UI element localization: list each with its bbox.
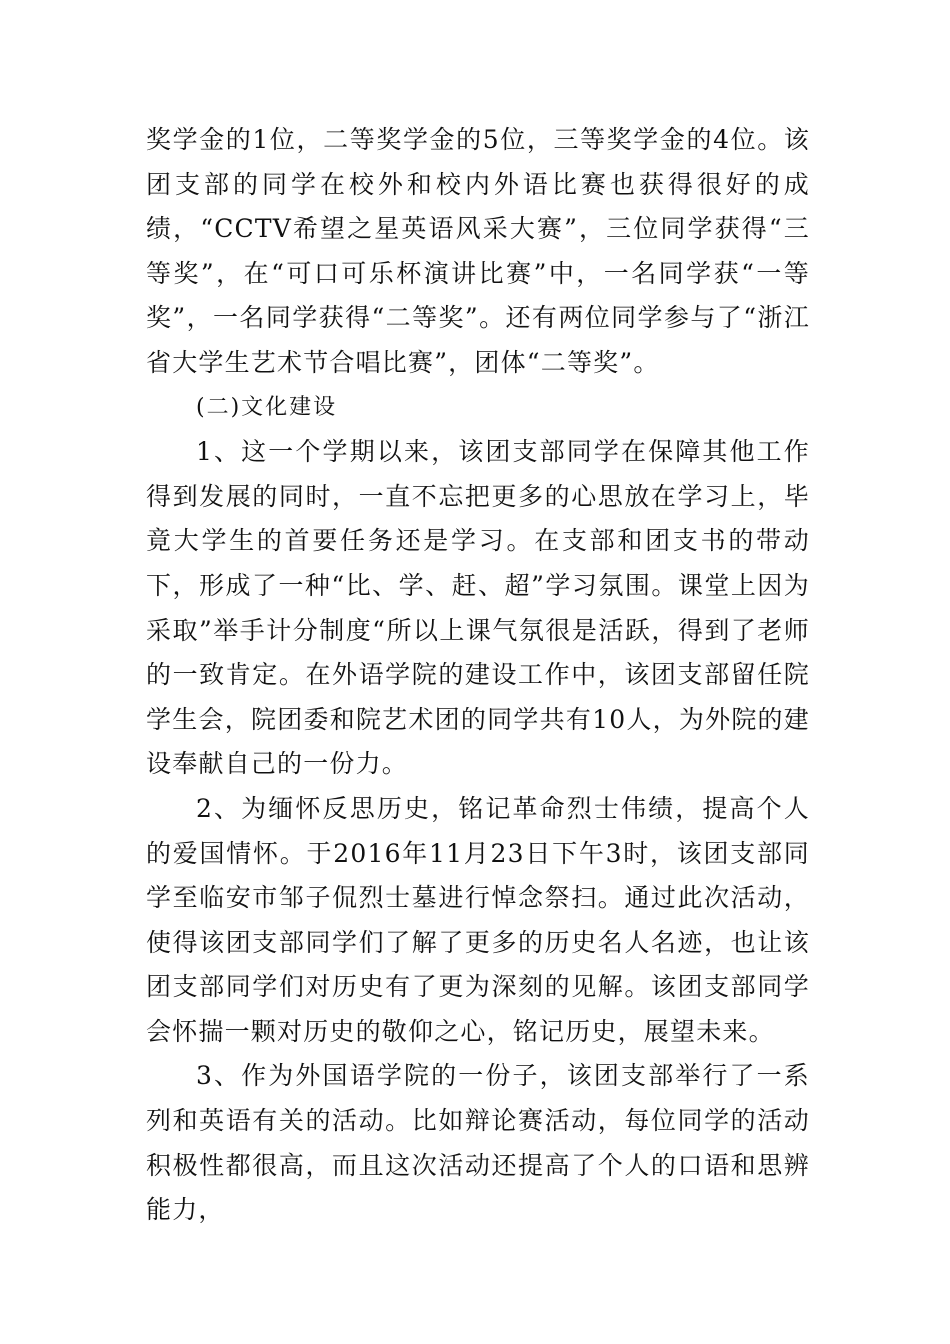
section-heading-culture: (二)文化建设 — [196, 394, 338, 420]
paragraph-scholarship-awards: 奖学金的1位，二等奖学金的5位，三等奖学金的4位。该团支部的同学在校外和校内外语比赛也获得很好的成绩，“CCTV希望之星英语风采大赛”，三位同学获得“三等奖”，在“可口可乐杯演讲比赛”中，一名同学获“一等奖”，一名同学获得“二等奖”。还有两位同学参与了“浙江省大学生艺术节合唱比赛”，团体“二等奖”。 — [146, 125, 810, 377]
document-body — [146, 118, 810, 1233]
paragraph-memorial-activity: 2、为缅怀反思历史，铭记革命烈士伟绩，提高个人的爱国情怀。于2016年11月23日下午3时，该团支部同学至临安市邹子侃烈士墓进行悼念祭扫。通过此次活动，使得该团支部同学们了解了更多的历史名人名迹，也让该团支部同学们对历史有了更为深刻的见解。该团支部同学会怀揣一颗对历史的敬仰之心，铭记历史，展望未来。 — [146, 793, 810, 1046]
paragraph-english-activities: 3、作为外国语学院的一份子，该团支部举行了一系列和英语有关的活动。比如辩论赛活动，每位同学的活动积极性都很高，而且这次活动还提高了个人的口语和思辨能力， — [146, 1061, 810, 1225]
paragraph-study-atmosphere: 1、这一个学期以来，该团支部同学在保障其他工作得到发展的同时，一直不忘把更多的心思放在学习上，毕竟大学生的首要任务还是学习。在支部和团支书的带动下，形成了一种“比、学、赶、超”学习氛围。课堂上因为采取”举手计分制度“所以上课气氛很是活跃，得到了老师的一致肯定。在外语学院的建设工作中，该团支部留任院学生会，院团委和院艺术团的同学共有10人，为外院的建设奉献自己的一份力。 — [146, 437, 810, 779]
